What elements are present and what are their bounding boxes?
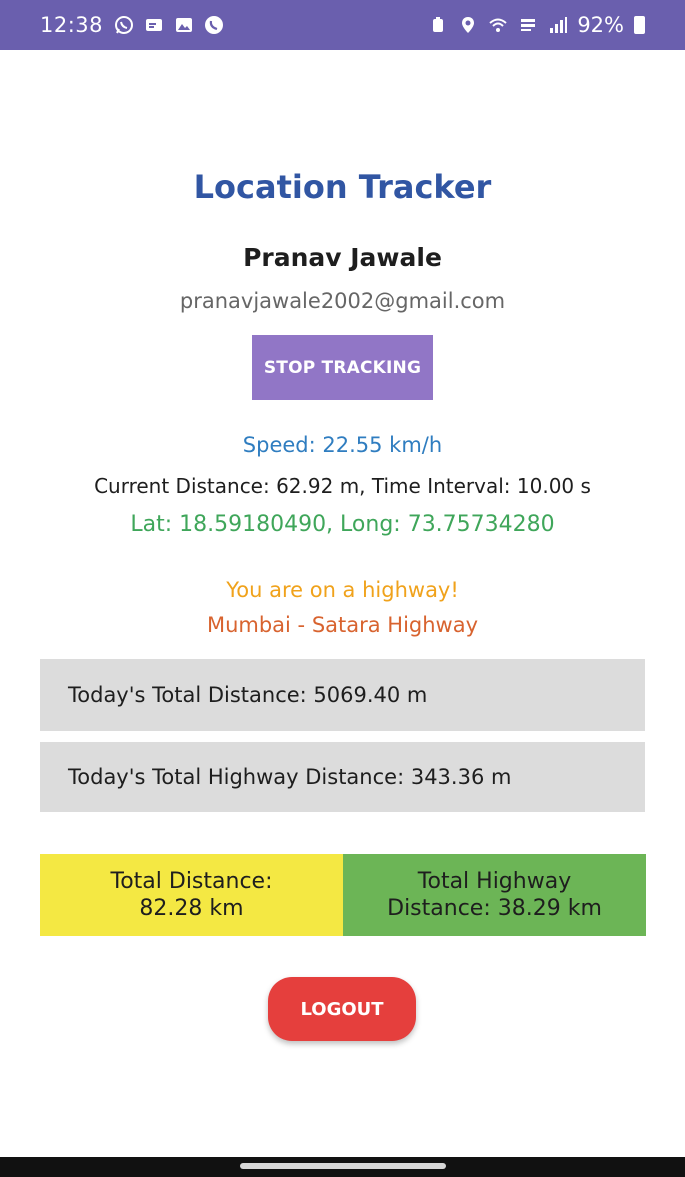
gallery-icon bbox=[173, 14, 195, 36]
today-highway-distance-text: Today's Total Highway Distance: 343.36 m bbox=[68, 765, 512, 789]
total-highway-value: Distance: 38.29 km bbox=[387, 896, 602, 921]
speed-text: Speed: 22.55 km/h bbox=[242, 433, 443, 457]
user-name: Pranav Jawale bbox=[243, 243, 442, 272]
total-distance-box bbox=[40, 854, 343, 936]
user-email: pranavjawale2002@gmail.com bbox=[179, 289, 506, 313]
today-total-distance-text: Today's Total Distance: 5069.40 m bbox=[68, 683, 428, 707]
battery-icon bbox=[634, 16, 645, 34]
total-distance-label: Total Distance: bbox=[110, 869, 273, 894]
home-gesture-pill[interactable] bbox=[240, 1163, 446, 1169]
current-distance-text: Current Distance: 62.92 m, Time Interval: 10.00 s bbox=[94, 474, 591, 498]
volte-icon bbox=[517, 14, 539, 36]
highway-message: You are on a highway! bbox=[226, 578, 459, 602]
today-total-distance-card bbox=[40, 659, 645, 731]
highway-name: Mumbai - Satara Highway bbox=[206, 613, 479, 637]
status-time: 12:38 bbox=[40, 13, 104, 37]
viber-icon bbox=[203, 14, 225, 36]
status-bar-right bbox=[427, 13, 645, 37]
battery-saver-icon bbox=[427, 14, 449, 36]
stop-tracking-button[interactable]: STOP TRACKING bbox=[252, 335, 433, 400]
page-title: Location Tracker bbox=[193, 168, 492, 206]
total-distance-value: 82.28 km bbox=[139, 896, 244, 921]
totals-row bbox=[40, 854, 646, 936]
navigation-bar bbox=[0, 1157, 685, 1177]
message-icon bbox=[143, 14, 165, 36]
whatsapp-icon bbox=[113, 14, 135, 36]
signal-icon bbox=[547, 14, 569, 36]
battery-percent: 92% bbox=[577, 13, 624, 37]
wifi-icon bbox=[487, 14, 509, 36]
location-icon bbox=[457, 14, 479, 36]
logout-button[interactable]: LOGOUT bbox=[268, 977, 416, 1041]
lat-long-text: Lat: 18.59180490, Long: 73.75734280 bbox=[130, 512, 555, 537]
total-highway-box bbox=[343, 854, 646, 936]
status-bar bbox=[0, 0, 685, 50]
today-highway-distance-card bbox=[40, 742, 645, 812]
status-bar-left bbox=[40, 13, 225, 37]
total-highway-label: Total Highway bbox=[417, 869, 572, 894]
